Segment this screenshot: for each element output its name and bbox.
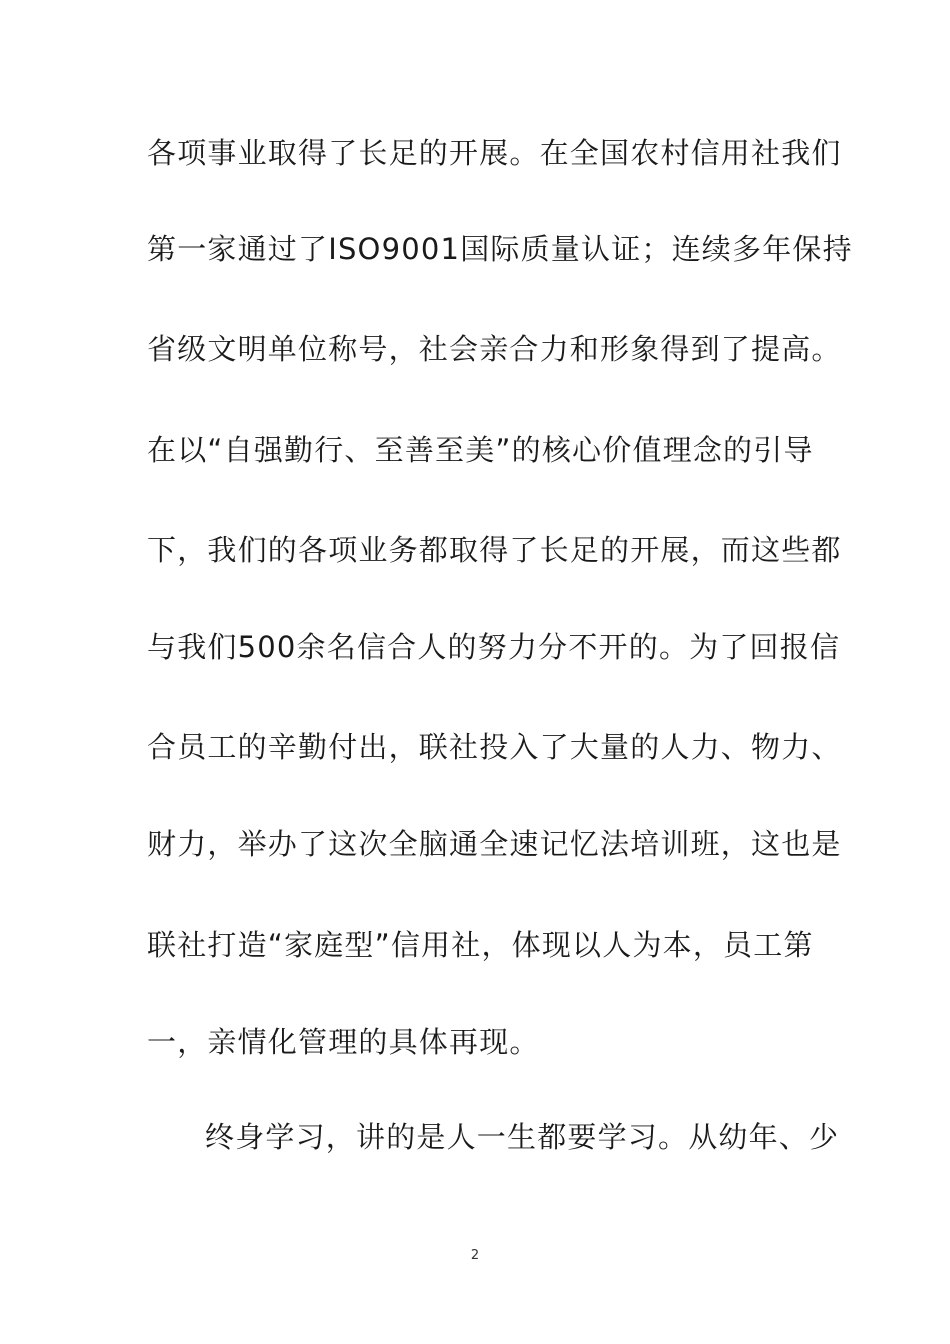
text-line: 第一家通过了ISO9001国际质量认证；连续多年保持: [147, 232, 853, 266]
text-line: 联社打造“家庭型”信用社，体现以人为本，员工第: [147, 928, 814, 962]
text-line: 省级文明单位称号，社会亲合力和形象得到了提高。: [147, 332, 842, 366]
page-number: 2: [470, 1248, 480, 1263]
paragraph-first-line: 终身学习，讲的是人一生都要学习。从幼年、少: [205, 1120, 840, 1154]
text-line: 下，我们的各项业务都取得了长足的开展，而这些都: [147, 533, 842, 567]
text-line: 合员工的辛勤付出，联社投入了大量的人力、物力、: [147, 730, 842, 764]
text-line: 财力，举办了这次全脑通全速记忆法培训班，这也是: [147, 827, 842, 861]
text-line: 在以“自强勤行、至善至美”的核心价值理念的引导: [147, 433, 814, 467]
text-line: 与我们500余名信合人的努力分不开的。为了回报信: [147, 630, 841, 664]
text-line: 一，亲情化管理的具体再现。: [147, 1025, 540, 1059]
text-line: 各项事业取得了长足的开展。在全国农村信用社我们: [147, 136, 842, 170]
